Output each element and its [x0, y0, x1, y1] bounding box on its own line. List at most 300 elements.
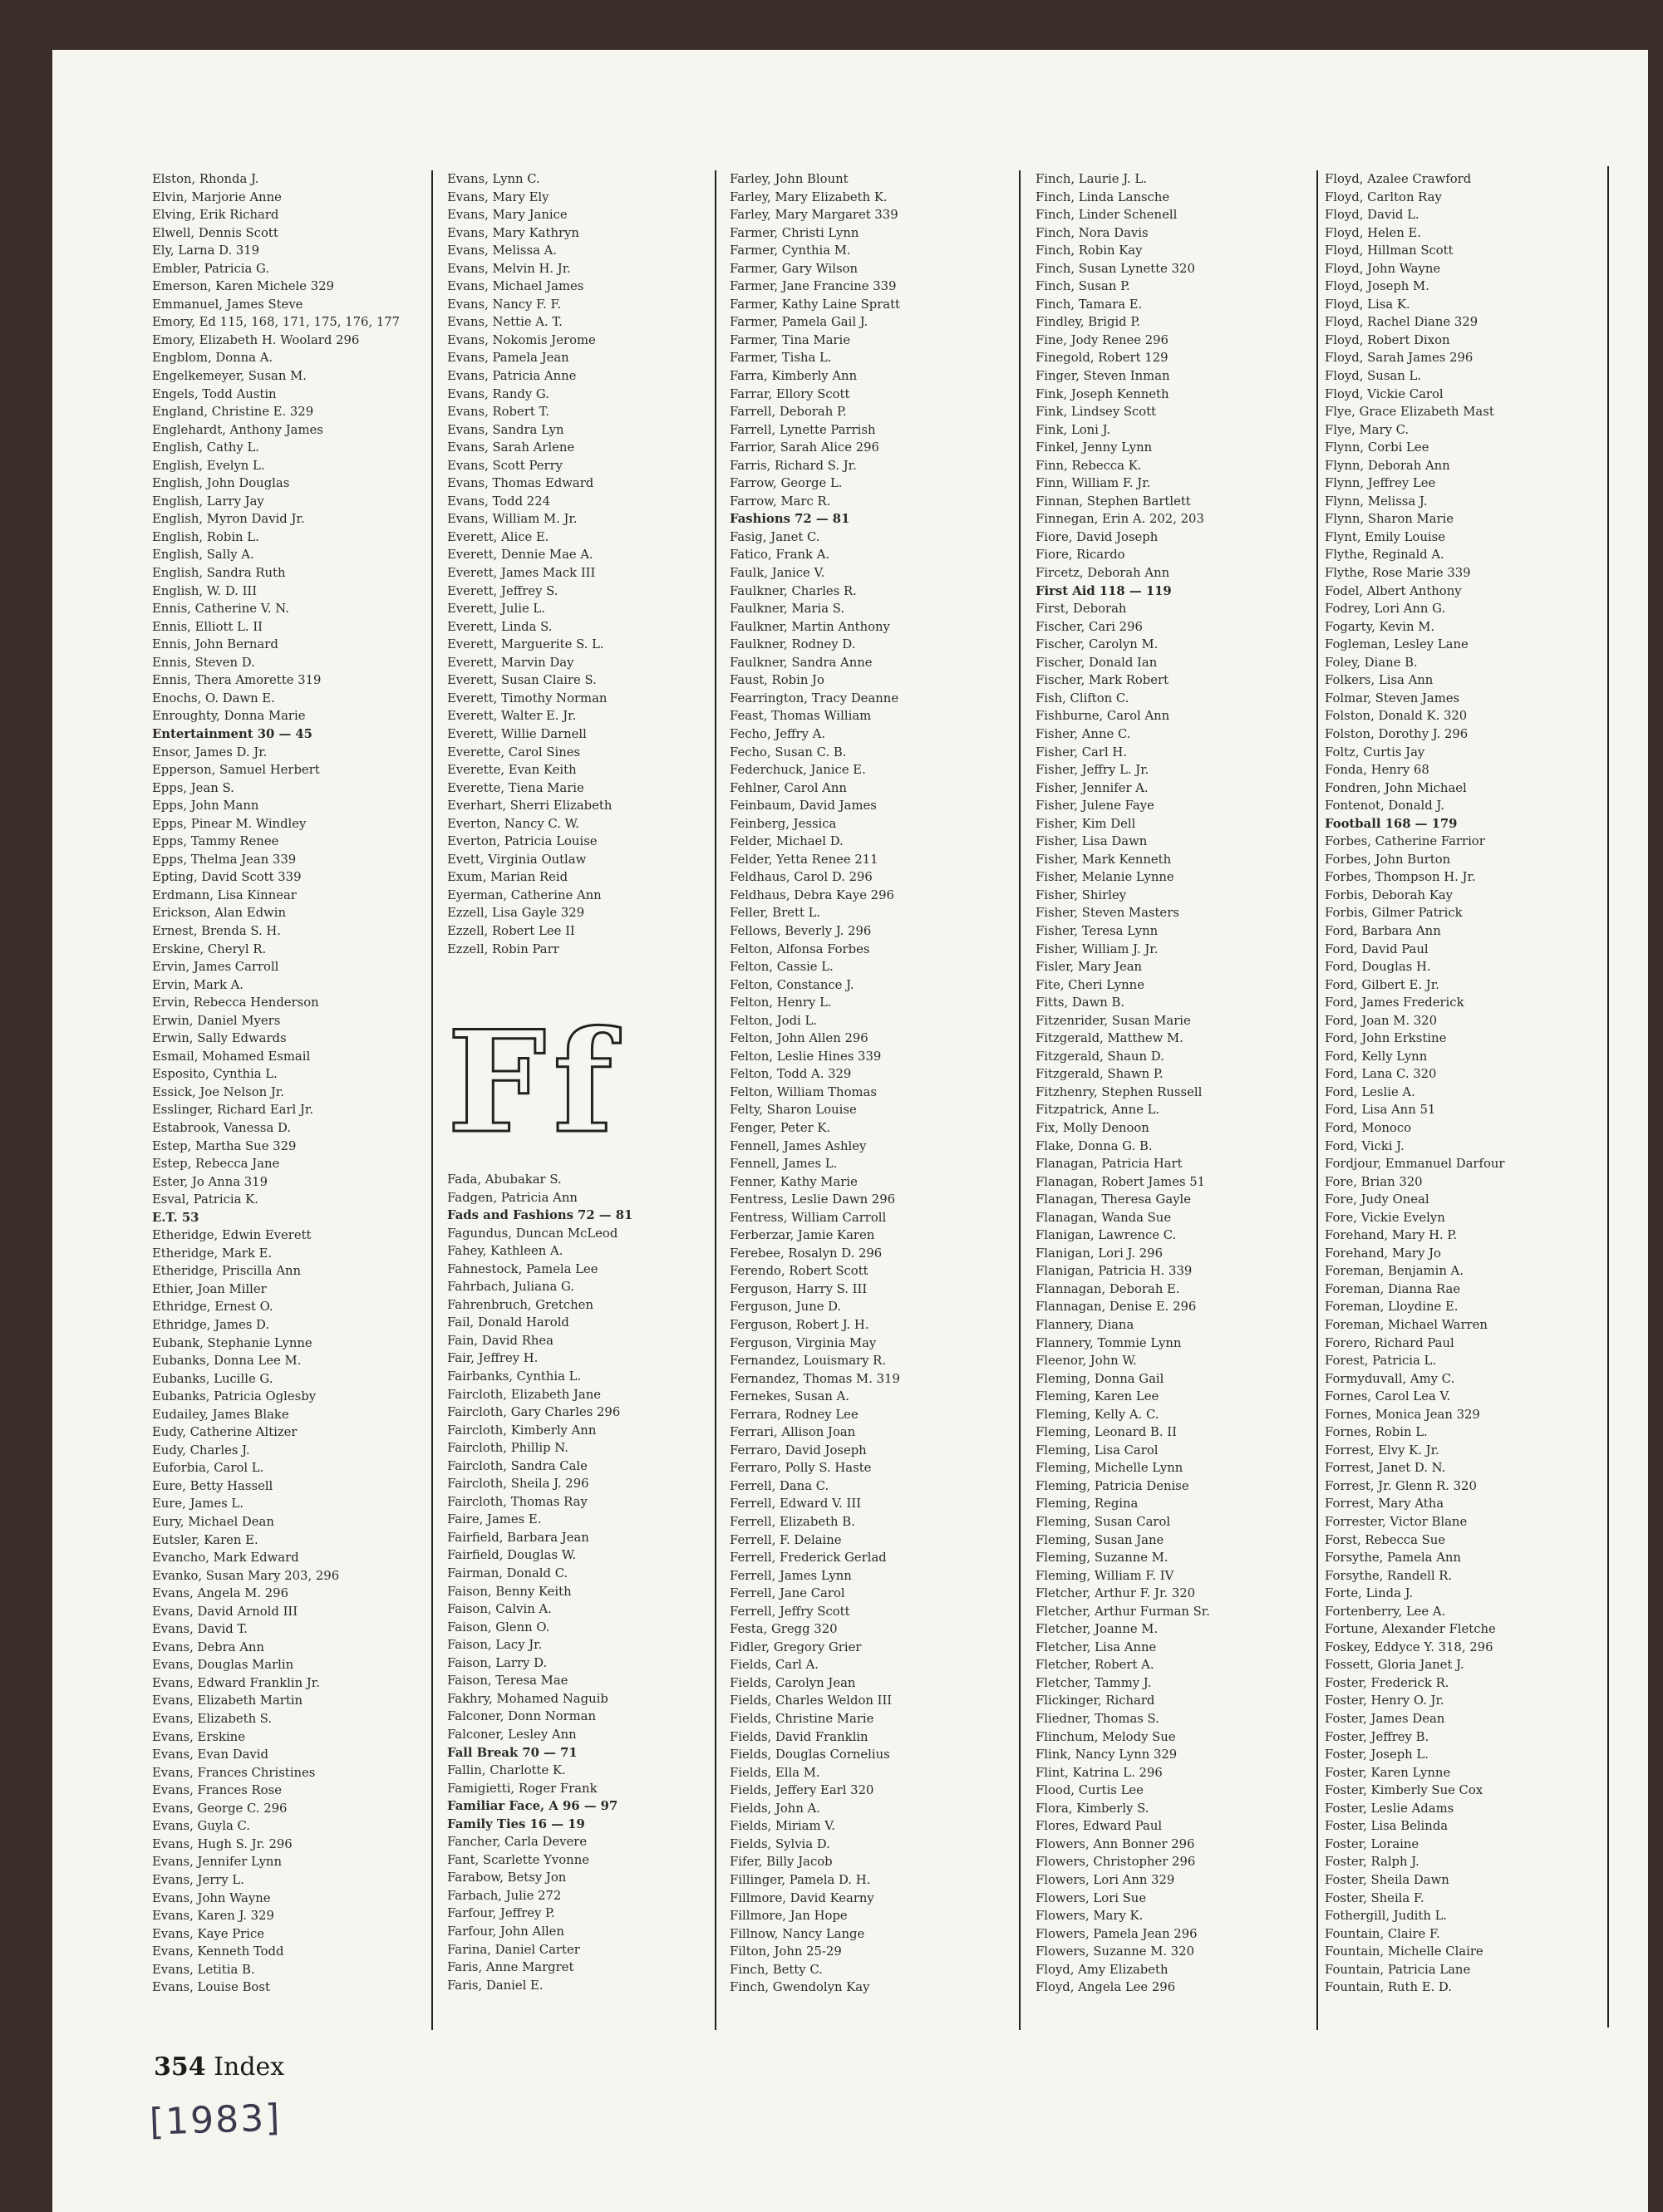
index-entry: Ezzell, Robin Parr — [447, 941, 559, 956]
index-entry: English, Robin L. — [152, 529, 259, 544]
index-entry: Fletcher, Arthur Furman Sr. — [1036, 1604, 1210, 1619]
index-entry: Everett, Julie L. — [447, 602, 545, 617]
index-entry: Fite, Cheri Lynne — [1036, 977, 1144, 992]
index-entry: Fentress, William Carroll — [730, 1210, 887, 1225]
index-entry: Fisler, Mary Jean — [1036, 960, 1143, 975]
index-entry: Fain, David Rhea — [447, 1333, 554, 1348]
index-entry: Flannery, Tommie Lynn — [1036, 1335, 1182, 1350]
index-entry: Fischer, Mark Robert — [1036, 673, 1169, 688]
index-entry: Flowers, Ann Bonner 296 — [1036, 1836, 1195, 1851]
index-entry: Elvin, Marjorie Anne — [152, 189, 282, 204]
index-entry: Enroughty, Donna Marie — [152, 709, 306, 724]
index-entry: Flannagan, Denise E. 296 — [1036, 1300, 1197, 1315]
index-entry: Fleming, Patricia Denise — [1036, 1478, 1189, 1493]
index-entry: Fitzenrider, Susan Marie — [1036, 1013, 1191, 1028]
index-entry: Fasig, Janet C. — [730, 529, 820, 544]
index-entry: Foskey, Eddyce Y. 318, 296 — [1325, 1639, 1493, 1654]
index-entry: Fircetz, Deborah Ann — [1036, 566, 1170, 581]
index-entry: Farrell, Deborah P. — [730, 405, 847, 420]
index-entry: Farmer, Kathy Laine Spratt — [730, 297, 900, 312]
index-entry: Foley, Diane B. — [1325, 655, 1418, 670]
index-entry: Flynn, Melissa J. — [1325, 494, 1428, 509]
index-entry: Evans, Scott Perry — [447, 458, 563, 473]
index-entry: Flowers, Christopher 296 — [1036, 1855, 1196, 1870]
index-entry: Evans, Debra Ann — [152, 1639, 264, 1654]
index-entry: Evans, Sarah Arlene — [447, 440, 575, 455]
index-entry: Flye, Grace Elizabeth Mast — [1325, 405, 1494, 420]
index-entry: Evans, Lynn C. — [447, 172, 540, 186]
index-entry: Farley, Mary Elizabeth K. — [730, 189, 888, 204]
index-entry: Evans, Michael James — [447, 279, 584, 294]
index-entry: Flynt, Emily Louise — [1325, 529, 1445, 544]
index-entry: Ernest, Brenda S. H. — [152, 923, 281, 938]
index-entry: Felton, Jodi L. — [730, 1013, 818, 1028]
index-entry: Fennell, James L. — [730, 1157, 838, 1172]
index-entry: Erickson, Alan Edwin — [152, 906, 286, 921]
index-entry: Ethridge, James D. — [152, 1318, 270, 1332]
index-entry: Faulkner, Sandra Anne — [730, 655, 873, 670]
index-entry: Fornes, Carol Lea V. — [1325, 1389, 1451, 1404]
index-entry: Fisher, Melanie Lynne — [1036, 870, 1174, 885]
index-entry: Everett, Susan Claire S. — [447, 673, 597, 688]
index-entry: Ennis, John Bernard — [152, 637, 278, 652]
index-entry: Finch, Robin Kay — [1036, 243, 1143, 258]
index-entry: Ford, Leslie A. — [1325, 1084, 1415, 1099]
index-entry: Flowers, Mary K. — [1036, 1909, 1144, 1924]
index-entry: Everett, Alice E. — [447, 529, 549, 544]
index-entry: Falconer, Donn Norman — [447, 1709, 596, 1724]
index-entry: Feldhaus, Carol D. 296 — [730, 870, 873, 885]
index-column-5 — [1036, 170, 1318, 1997]
index-entry: Foster, Sheila F. — [1325, 1890, 1424, 1905]
index-entry: Fail, Donald Harold — [447, 1315, 569, 1330]
index-entry: Etheridge, Priscilla Ann — [152, 1264, 302, 1279]
index-entry: Eure, Betty Hassell — [152, 1478, 273, 1493]
index-entry: Evans, Angela M. 296 — [152, 1586, 289, 1601]
index-entry: Evans, Patricia Anne — [447, 369, 577, 384]
index-entry: Ennis, Catherine V. N. — [152, 602, 289, 617]
index-entry: Estep, Martha Sue 329 — [152, 1138, 297, 1153]
index-entry: Emory, Elizabeth H. Woolard 296 — [152, 332, 360, 347]
index-entry: Everette, Carol Sines — [447, 745, 581, 759]
index-entry: Ely, Larna D. 319 — [152, 243, 260, 258]
column-divider — [715, 170, 716, 2030]
index-entry: Embler, Patricia G. — [152, 261, 270, 276]
index-entry: Fitzpatrick, Anne L. — [1036, 1103, 1160, 1118]
index-entry: English, John Douglas — [152, 476, 290, 491]
index-entry: Emmanuel, James Steve — [152, 297, 303, 312]
index-entry: Ferrell, Jane Carol — [730, 1586, 845, 1601]
index-entry: Fairman, Donald C. — [447, 1566, 568, 1581]
index-entry: Fisher, Jennifer A. — [1036, 780, 1149, 795]
index-entry: Faulkner, Martin Anthony — [730, 619, 890, 634]
index-entry: Evans, Frances Rose — [152, 1783, 282, 1798]
index-entry: Farris, Richard S. Jr. — [730, 458, 857, 473]
index-entry: Farmer, Gary Wilson — [730, 261, 859, 276]
index-entry: Ferrari, Allison Joan — [730, 1425, 856, 1440]
index-entry: Everton, Patricia Louise — [447, 834, 598, 849]
index-entry: E.T. 53 — [152, 1210, 199, 1225]
index-entry: Fisher, Lisa Dawn — [1036, 834, 1148, 849]
index-entry: Everette, Evan Keith — [447, 763, 577, 778]
index-entry: Flowers, Suzanne M. 320 — [1036, 1944, 1195, 1959]
index-entry: Everton, Nancy C. W. — [447, 816, 579, 831]
index-entry: Ferrell, James Lynn — [730, 1568, 852, 1583]
index-entry: English, Evelyn L. — [152, 458, 265, 473]
index-entry: Fiore, David Joseph — [1036, 529, 1159, 544]
index-entry: Feldhaus, Debra Kaye 296 — [730, 887, 894, 902]
index-entry: Flink, Nancy Lynn 329 — [1036, 1747, 1178, 1762]
index-entry: Ferrell, Frederick Gerlad — [730, 1551, 887, 1566]
index-entry: Fairfield, Douglas W. — [447, 1548, 577, 1563]
index-entry: Feller, Brett L. — [730, 906, 821, 921]
index-entry: Faulkner, Rodney D. — [730, 637, 856, 652]
index-entry: Essick, Joe Nelson Jr. — [152, 1084, 284, 1099]
index-entry: Fiore, Ricardo — [1036, 548, 1125, 563]
index-entry: Fortune, Alexander Fletche — [1325, 1622, 1496, 1637]
index-entry: Ervin, James Carroll — [152, 960, 279, 975]
index-entry: Fornes, Robin L. — [1325, 1425, 1428, 1440]
index-entry: Farmer, Christi Lynn — [730, 225, 859, 240]
section-letter-ff: Ff — [447, 1000, 620, 1164]
index-entry: Floyd, John Wayne — [1325, 261, 1441, 276]
index-entry: Flanagan, Theresa Gayle — [1036, 1192, 1191, 1207]
index-entry: Fernandez, Louismary R. — [730, 1354, 887, 1369]
index-entry: Flannery, Diana — [1036, 1318, 1134, 1332]
index-entry: Flynn, Deborah Ann — [1325, 458, 1450, 473]
index-entry: Fisher, Jeffry L. Jr. — [1036, 763, 1149, 778]
handwritten-year-note: [1983] — [149, 2096, 283, 2144]
index-entry: Fearrington, Tracy Deanne — [730, 691, 899, 705]
index-entry: Evans, Mary Ely — [447, 189, 549, 204]
index-entry: Eudy, Charles J. — [152, 1443, 250, 1457]
index-entry: Fothergill, Judith L. — [1325, 1909, 1448, 1924]
index-entry: Evans, Karen J. 329 — [152, 1909, 274, 1924]
index-entry: English, Myron David Jr. — [152, 512, 305, 527]
index-entry: Fletcher, Tammy J. — [1036, 1675, 1152, 1690]
index-entry: Ennis, Elliott L. II — [152, 619, 263, 634]
index-entry: Farrow, George L. — [730, 476, 843, 491]
index-entry: Emory, Ed 115, 168, 171, 175, 176, 177 — [152, 315, 401, 330]
index-entry: Fitts, Dawn B. — [1036, 995, 1125, 1010]
index-entry: Farmer, Cynthia M. — [730, 243, 851, 258]
index-entry: Forte, Linda J. — [1325, 1586, 1414, 1601]
index-entry: Flowers, Lori Ann 329 — [1036, 1872, 1175, 1887]
index-entry: Evans, Letitia B. — [152, 1962, 255, 1977]
index-entry: Festa, Gregg 320 — [730, 1622, 838, 1637]
index-entry: Fore, Judy Oneal — [1325, 1192, 1429, 1207]
index-entry: Ferberzar, Jamie Karen — [730, 1228, 875, 1243]
index-entry: Feinberg, Jessica — [730, 816, 837, 831]
index-entry: Faircloth, Thomas Ray — [447, 1494, 588, 1509]
index-entry: Fadgen, Patricia Ann — [447, 1190, 578, 1205]
index-entry: Fink, Lindsey Scott — [1036, 405, 1157, 420]
index-entry: Felder, Yetta Renee 211 — [730, 852, 878, 867]
index-entry: Finch, Susan P. — [1036, 279, 1130, 294]
index-entry: Flake, Donna G. B. — [1036, 1138, 1153, 1153]
index-entry: Evans, Elizabeth Martin — [152, 1693, 303, 1708]
index-entry: Flythe, Reginald A. — [1325, 548, 1444, 563]
index-entry: Ford, Monoco — [1325, 1120, 1412, 1135]
index-entry: Faison, Teresa Mae — [447, 1674, 568, 1688]
index-entry: Farfour, Jeffrey P. — [447, 1906, 555, 1921]
index-entry: Fillinger, Pamela D. H. — [730, 1872, 871, 1887]
index-entry: Fleming, Michelle Lynn — [1036, 1461, 1183, 1476]
index-entry: Fonda, Henry 68 — [1325, 763, 1429, 778]
index-entry: Farabow, Betsy Jon — [447, 1870, 567, 1885]
index-entry: Faison, Glenn O. — [447, 1620, 550, 1634]
index-entry: Evans, Edward Franklin Jr. — [152, 1675, 320, 1690]
index-entry: Fahrbach, Juliana G. — [447, 1280, 575, 1295]
index-entry: Ford, Lana C. 320 — [1325, 1067, 1437, 1082]
index-entry: Fletcher, Arthur F. Jr. 320 — [1036, 1586, 1196, 1601]
index-entry: Ford, David Paul — [1325, 941, 1429, 956]
index-entry: Floyd, Hillman Scott — [1325, 243, 1454, 258]
index-entry: Fisher, Anne C. — [1036, 726, 1131, 741]
index-entry: Ferraro, David Joseph — [730, 1443, 867, 1457]
index-entry: Ferebee, Rosalyn D. 296 — [730, 1246, 883, 1261]
index-entry: Farbach, Julie 272 — [447, 1888, 562, 1903]
index-entry: Fossett, Gloria Janet J. — [1325, 1658, 1464, 1673]
index-entry: Foster, Joseph L. — [1325, 1747, 1429, 1762]
index-entry: Foltz, Curtis Jay — [1325, 745, 1425, 759]
index-entry: Evans, David Arnold III — [152, 1604, 298, 1619]
index-entry: Fisher, William J. Jr. — [1036, 941, 1159, 956]
index-entry: Eudailey, James Blake — [152, 1407, 289, 1422]
index-entry: Finegold, Robert 129 — [1036, 351, 1169, 366]
index-entry: Fifer, Billy Jacob — [730, 1855, 833, 1870]
index-entry: Ford, Lisa Ann 51 — [1325, 1103, 1436, 1118]
index-entry: Foster, Jeffrey B. — [1325, 1729, 1429, 1744]
index-entry: Evans, John Wayne — [152, 1890, 271, 1905]
index-entry: Fehlner, Carol Ann — [730, 780, 847, 795]
index-entry: Fishburne, Carol Ann — [1036, 709, 1170, 724]
index-entry: Ferrell, Jeffry Scott — [730, 1604, 850, 1619]
index-entry: Farmer, Tina Marie — [730, 332, 850, 347]
index-entry: Everette, Tiena Marie — [447, 780, 584, 795]
index-entry: Faulkner, Maria S. — [730, 602, 845, 617]
index-entry: Engblom, Donna A. — [152, 351, 273, 366]
index-entry: Everhart, Sherri Elizabeth — [447, 799, 613, 814]
index-entry: Foreman, Lloydine E. — [1325, 1300, 1459, 1315]
index-entry: Fairbanks, Cynthia L. — [447, 1369, 582, 1384]
index-entry: Fountain, Michelle Claire — [1325, 1944, 1483, 1959]
index-entry: Elwell, Dennis Scott — [152, 225, 278, 240]
index-entry: Fleming, William F. IV — [1036, 1568, 1174, 1583]
index-entry: Ervin, Mark A. — [152, 977, 244, 992]
index-entry: Fields, Christine Marie — [730, 1712, 874, 1727]
column-divider — [1607, 166, 1609, 2028]
index-entry: Esslinger, Richard Earl Jr. — [152, 1103, 314, 1118]
index-entry: Foster, Sheila Dawn — [1325, 1872, 1449, 1887]
index-entry: Epps, Thelma Jean 339 — [152, 852, 297, 867]
index-entry: Faircloth, Elizabeth Jane — [447, 1387, 602, 1402]
index-entry: Ferguson, Harry S. III — [730, 1281, 868, 1296]
index-entry: Fletcher, Robert A. — [1036, 1658, 1154, 1673]
index-entry: Fields, Jeffery Earl 320 — [730, 1783, 874, 1798]
index-entry: Faire, James E. — [447, 1512, 542, 1527]
index-entry: Felton, Todd A. 329 — [730, 1067, 852, 1082]
index-entry: Fleming, Karen Lee — [1036, 1389, 1159, 1404]
index-entry: Flowers, Lori Sue — [1036, 1890, 1147, 1905]
index-entry: Evancho, Mark Edward — [152, 1551, 299, 1566]
index-entry: Evans, Nancy F. F. — [447, 297, 562, 312]
index-entry: Farrow, Marc R. — [730, 494, 831, 509]
index-entry: Finkel, Jenny Lynn — [1036, 440, 1153, 455]
index-entry: Forbes, Catherine Farrior — [1325, 834, 1485, 849]
index-entry: Ennis, Thera Amorette 319 — [152, 673, 322, 688]
index-entry: Fallin, Charlotte K. — [447, 1763, 566, 1778]
index-entry: Evett, Virginia Outlaw — [447, 852, 587, 867]
index-entry: Evans, Nokomis Jerome — [447, 332, 596, 347]
index-entry: Esmail, Mohamed Esmail — [152, 1049, 311, 1064]
index-entry: Epperson, Samuel Herbert — [152, 763, 320, 778]
index-entry: Forsythe, Randell R. — [1325, 1568, 1453, 1583]
index-entry: Epps, Jean S. — [152, 780, 234, 795]
index-entry: Fada, Abubakar S. — [447, 1172, 562, 1187]
index-entry: Floyd, Azalee Crawford — [1325, 172, 1472, 186]
index-entry: Farley, Mary Margaret 339 — [730, 208, 898, 223]
index-entry: Feinbaum, David James — [730, 799, 877, 814]
index-entry: Ferrell, F. Delaine — [730, 1532, 842, 1547]
index-entry: Fennell, James Ashley — [730, 1138, 867, 1153]
index-entry: Forrest, Mary Atha — [1325, 1497, 1444, 1512]
index-entry: Evans, Guyla C. — [152, 1819, 250, 1834]
page-footer — [154, 2052, 284, 2082]
index-entry: Evans, George C. 296 — [152, 1801, 288, 1816]
index-entry: Foster, Henry O. Jr. — [1325, 1693, 1444, 1708]
index-entry: Fodrey, Lori Ann G. — [1325, 602, 1446, 617]
index-column-4 — [730, 170, 1012, 1997]
index-entry: Evanko, Susan Mary 203, 296 — [152, 1568, 340, 1583]
index-entry: Eubanks, Lucille G. — [152, 1371, 273, 1386]
index-entry: Faris, Anne Margret — [447, 1960, 574, 1975]
index-entry: Federchuck, Janice E. — [730, 763, 866, 778]
index-entry: Fentress, Leslie Dawn 296 — [730, 1192, 896, 1207]
index-entry: Everett, Dennie Mae A. — [447, 548, 593, 563]
index-entry: Faircloth, Phillip N. — [447, 1441, 568, 1456]
index-entry: Evans, Erskine — [152, 1729, 245, 1744]
index-entry: Flowers, Pamela Jean 296 — [1036, 1926, 1198, 1941]
index-entry: Finch, Laurie J. L. — [1036, 172, 1147, 186]
index-entry: Evans, Pamela Jean — [447, 351, 569, 366]
index-entry: Fair, Jeffrey H. — [447, 1351, 539, 1366]
index-entry: Eyerman, Catherine Ann — [447, 887, 602, 902]
index-entry: Flanagan, Robert James 51 — [1036, 1174, 1206, 1189]
index-entry: English, Sandra Ruth — [152, 566, 286, 581]
index-entry: Fidler, Gregory Grier — [730, 1639, 862, 1654]
index-entry: Floyd, Carlton Ray — [1325, 189, 1442, 204]
index-entry: Fatico, Frank A. — [730, 548, 830, 563]
index-entry: Faust, Robin Jo — [730, 673, 824, 688]
index-entry: Flannagan, Deborah E. — [1036, 1281, 1180, 1296]
index-entry: Eutsler, Karen E. — [152, 1532, 258, 1547]
index-entry: Evans, Mary Kathryn — [447, 225, 579, 240]
index-entry: Fields, Sylvia D. — [730, 1836, 830, 1851]
index-entry: Flynn, Corbi Lee — [1325, 440, 1429, 455]
index-entry: Everett, Marguerite S. L. — [447, 637, 604, 652]
index-entry: Floyd, Angela Lee 296 — [1036, 1980, 1176, 1995]
index-entry: Foster, James Dean — [1325, 1712, 1445, 1727]
index-entry: Estep, Rebecca Jane — [152, 1157, 280, 1172]
index-entry: Forbes, John Burton — [1325, 852, 1451, 867]
index-entry: Everett, Linda S. — [447, 619, 553, 634]
index-entry: Finch, Susan Lynette 320 — [1036, 261, 1195, 276]
index-entry: Fenner, Kathy Marie — [730, 1174, 858, 1189]
index-entry: Evans, Louise Bost — [152, 1980, 270, 1995]
index-entry: Eure, James L. — [152, 1497, 244, 1512]
index-entry: First Aid 118 — 119 — [1036, 583, 1172, 598]
index-entry: Eudy, Catherine Altizer — [152, 1425, 298, 1440]
index-entry: Forrester, Victor Blane — [1325, 1515, 1468, 1530]
index-entry: Faison, Calvin A. — [447, 1602, 552, 1617]
index-entry: Etheridge, Mark E. — [152, 1246, 273, 1261]
index-entry: Fisher, Teresa Lynn — [1036, 923, 1159, 938]
index-entry: Fillmore, David Kearny — [730, 1890, 874, 1905]
index-entry: Ferrell, Elizabeth B. — [730, 1515, 855, 1530]
index-entry: Fine, Jody Renee 296 — [1036, 332, 1169, 347]
index-entry: Football 168 — 179 — [1325, 816, 1458, 831]
index-entry: English, Sally A. — [152, 548, 254, 563]
index-entry: Farley, John Blount — [730, 172, 849, 186]
index-entry: Esposito, Cynthia L. — [152, 1067, 278, 1082]
column-divider — [431, 170, 433, 2030]
index-entry: Ervin, Rebecca Henderson — [152, 995, 319, 1010]
index-entry: Familiar Face, A 96 — 97 — [447, 1799, 618, 1814]
index-entry: Folmar, Steven James — [1325, 691, 1460, 705]
index-entry: Everett, Marvin Day — [447, 655, 574, 670]
index-entry: Foster, Leslie Adams — [1325, 1801, 1454, 1816]
index-entry: Everett, Timothy Norman — [447, 691, 608, 705]
index-entry: Ensor, James D. Jr. — [152, 745, 268, 759]
index-entry: Ferraro, Polly S. Haste — [730, 1461, 872, 1476]
index-entry: Ennis, Steven D. — [152, 655, 255, 670]
index-entry: Elston, Rhonda J. — [152, 172, 259, 186]
index-entry: Fish, Clifton C. — [1036, 691, 1129, 705]
index-entry: Fitzhenry, Stephen Russell — [1036, 1084, 1203, 1099]
index-entry: Estabrook, Vanessa D. — [152, 1120, 292, 1135]
index-entry: Folston, Dorothy J. 296 — [1325, 726, 1469, 741]
index-entry: Evans, Sandra Lyn — [447, 422, 564, 437]
index-entry: Foster, Kimberly Sue Cox — [1325, 1783, 1483, 1798]
index-entry: Family Ties 16 — 19 — [447, 1816, 585, 1831]
index-entry: Erwin, Sally Edwards — [152, 1031, 287, 1046]
index-entry: Eubanks, Patricia Oglesby — [152, 1389, 317, 1404]
index-entry: English, W. D. III — [152, 583, 258, 598]
index-entry: Finn, William F. Jr. — [1036, 476, 1151, 491]
index-entry: Forehand, Mary Jo — [1325, 1246, 1441, 1261]
index-entry: Faison, Lacy Jr. — [447, 1638, 543, 1653]
index-entry: Floyd, Joseph M. — [1325, 279, 1429, 294]
index-entry: English, Larry Jay — [152, 494, 264, 509]
index-entry: Fancher, Carla Devere — [447, 1835, 588, 1850]
index-entry: Felton, Alfonsa Forbes — [730, 941, 870, 956]
index-entry: Flora, Kimberly S. — [1036, 1801, 1149, 1816]
index-entry: Forbes, Thompson H. Jr. — [1325, 870, 1476, 885]
index-entry: Finch, Linda Lansche — [1036, 189, 1170, 204]
index-entry: Flynn, Jeffrey Lee — [1325, 476, 1436, 491]
index-entry: Ford, Douglas H. — [1325, 960, 1431, 975]
index-entry: Ford, John Erkstine — [1325, 1031, 1447, 1046]
index-entry: Exum, Marian Reid — [447, 870, 568, 885]
index-entry: Fore, Brian 320 — [1325, 1174, 1423, 1189]
index-entry: Fischer, Cari 296 — [1036, 619, 1143, 634]
index-entry: Enochs, O. Dawn E. — [152, 691, 275, 705]
index-entry: Finch, Linder Schenell — [1036, 208, 1178, 223]
index-entry: Fahnestock, Pamela Lee — [447, 1261, 598, 1276]
index-entry: Farmer, Tisha L. — [730, 351, 832, 366]
index-entry: Evans, Randy G. — [447, 386, 549, 401]
